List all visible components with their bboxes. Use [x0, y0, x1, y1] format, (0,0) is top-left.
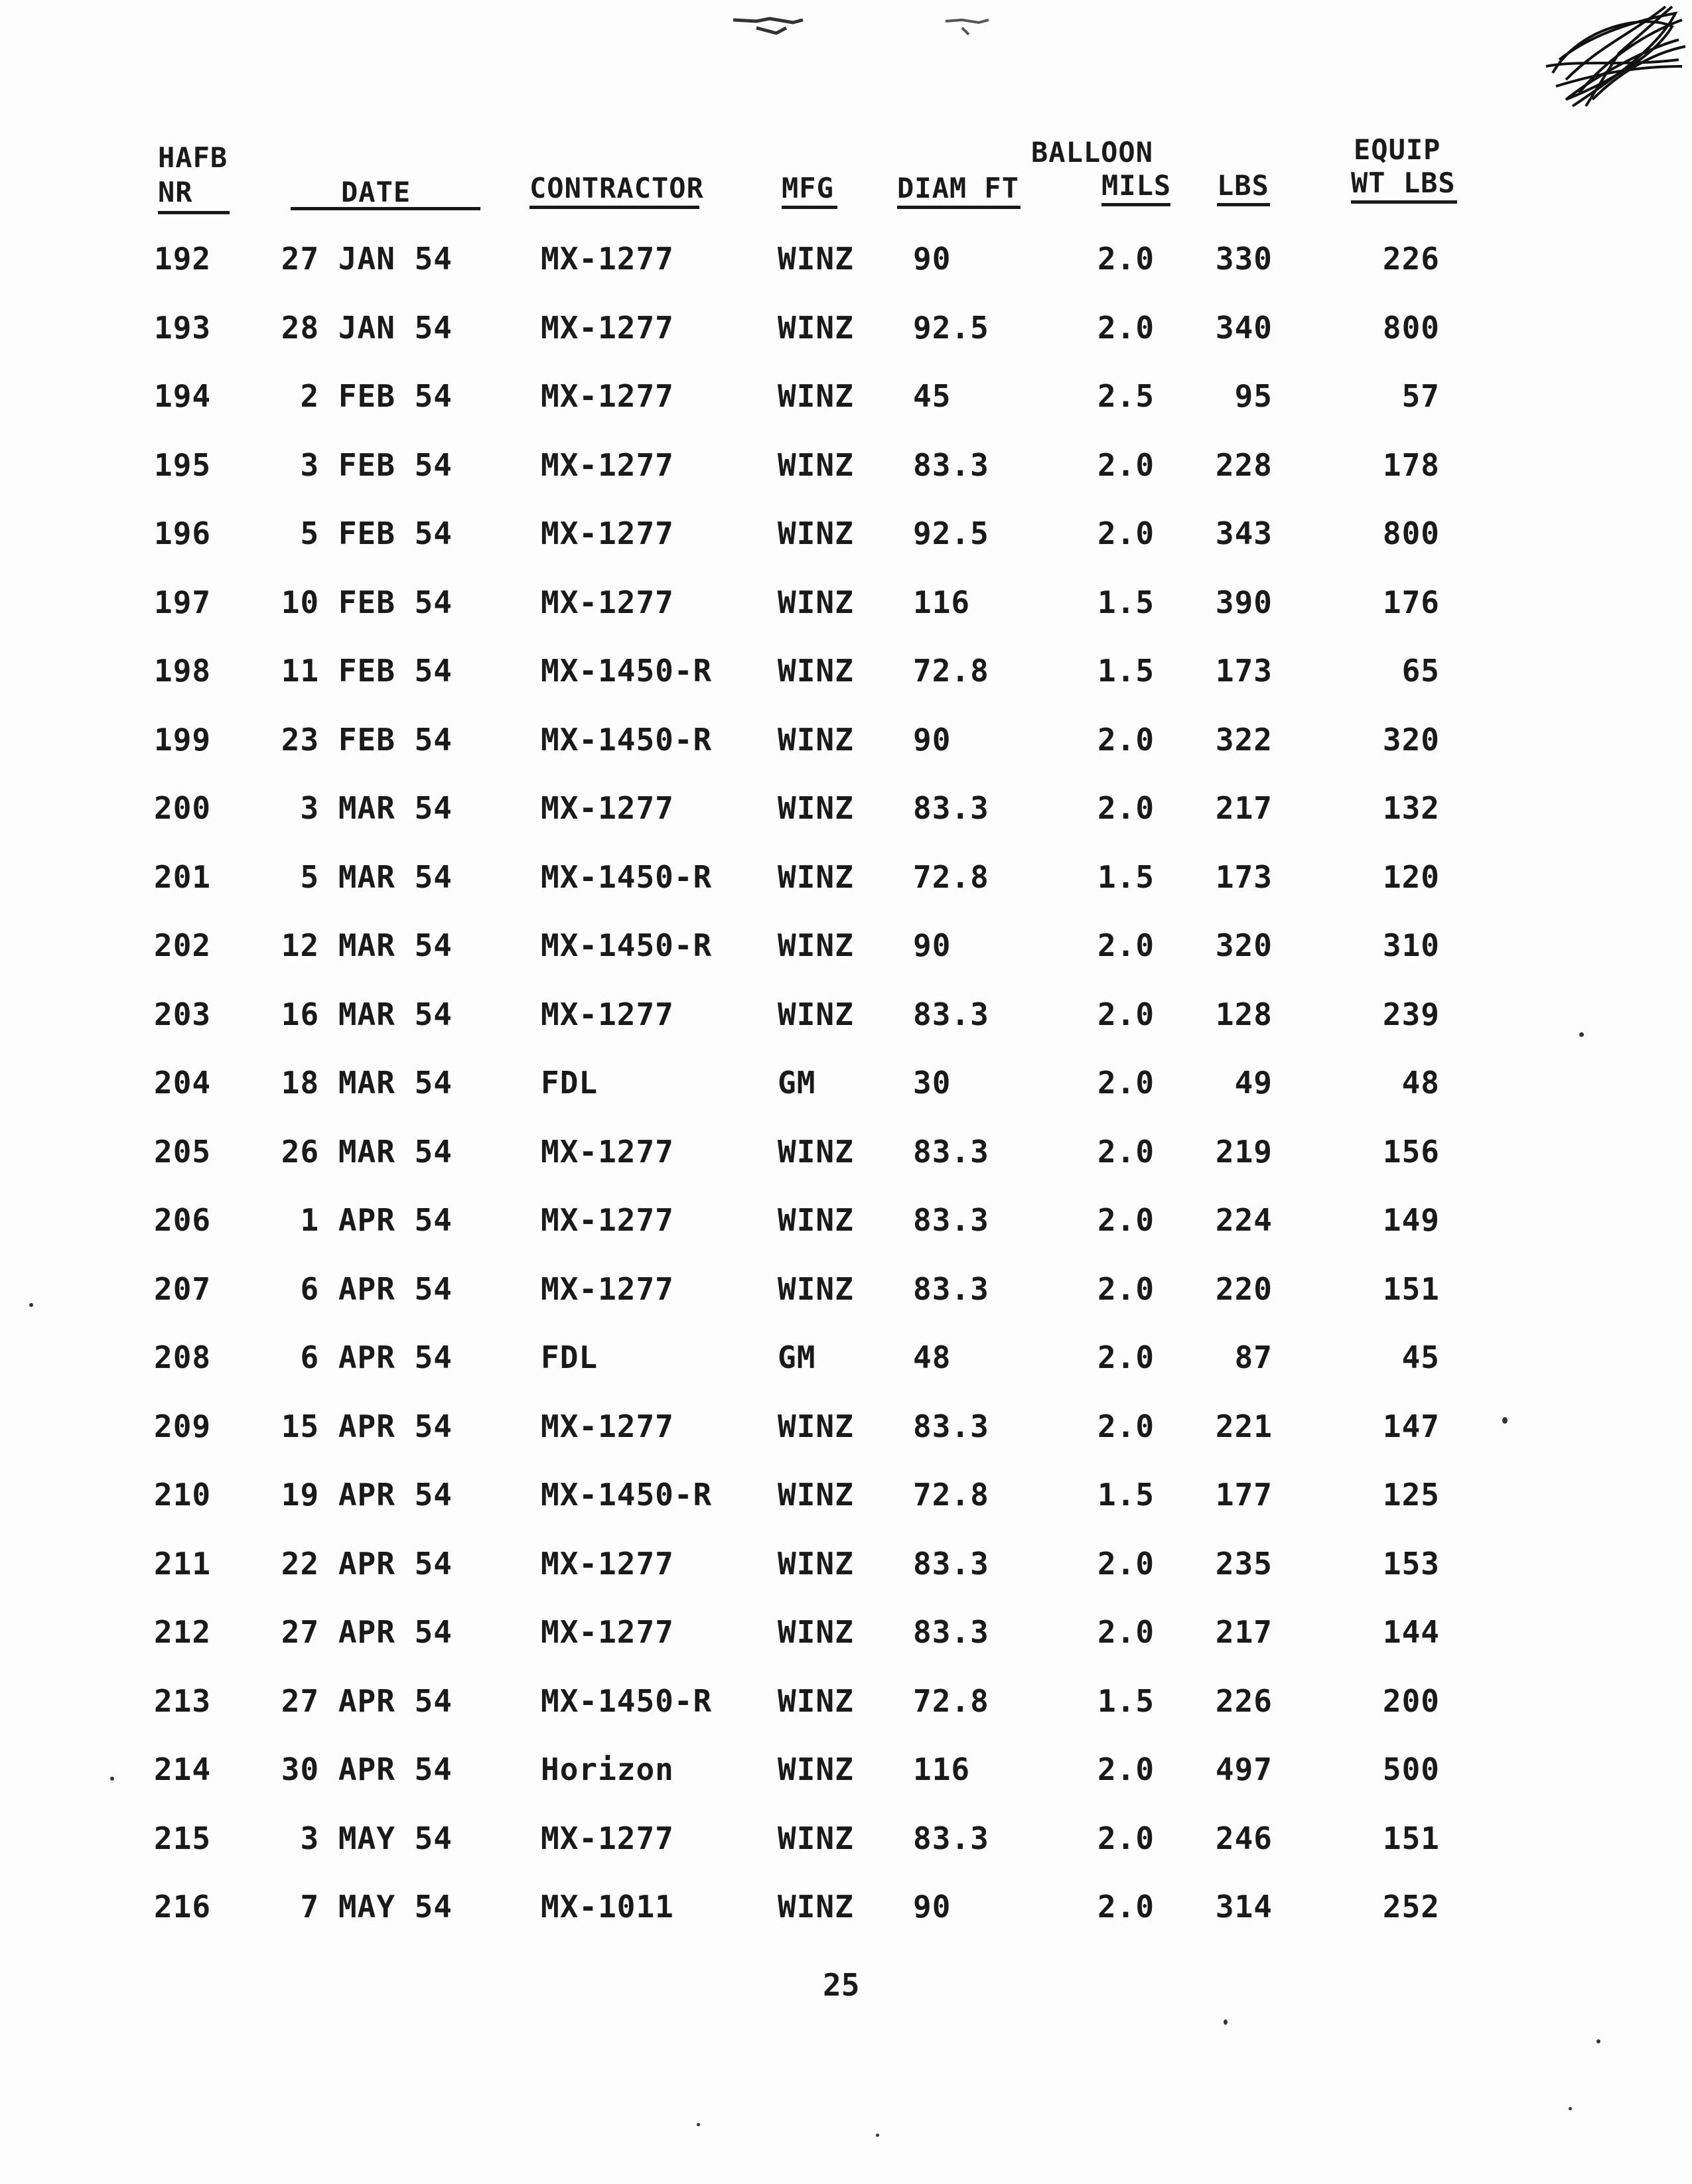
cell-mils: 2.0	[1097, 1134, 1155, 1170]
cell-lbs: 343	[1215, 515, 1273, 551]
cell-nr: 212	[154, 1614, 212, 1650]
cell-equip: 310	[1382, 927, 1440, 963]
cell-lbs: 217	[1215, 790, 1273, 826]
cell-mils: 1.5	[1097, 653, 1155, 689]
cell-nr: 215	[154, 1820, 212, 1856]
cell-diam: 116	[913, 584, 971, 620]
cell-nr: 213	[154, 1683, 212, 1719]
cell-equip: 153	[1382, 1546, 1440, 1582]
cell-diam: 72.8	[913, 859, 989, 895]
cell-mfg: WINZ	[778, 241, 854, 277]
cell-nr: 211	[154, 1546, 212, 1582]
cell-lbs: 217	[1215, 1614, 1273, 1650]
cell-equip: 226	[1382, 241, 1440, 277]
cell-equip: 125	[1382, 1477, 1440, 1513]
cell-date: 23 FEB 54	[281, 722, 453, 758]
header-underline	[1101, 203, 1170, 206]
cell-diam: 83.3	[913, 447, 989, 483]
cell-date: 3 FEB 54	[300, 447, 453, 483]
cell-equip: 147	[1382, 1408, 1440, 1444]
cell-equip: 151	[1382, 1271, 1440, 1307]
header-balloon: BALLOON	[1031, 136, 1154, 169]
cell-date: 15 APR 54	[281, 1408, 453, 1444]
header-mils: MILS	[1101, 169, 1172, 202]
cell-mils: 1.5	[1097, 584, 1155, 620]
scan-speck	[697, 2123, 700, 2126]
cell-date: 2 FEB 54	[300, 378, 453, 414]
cell-lbs: 235	[1215, 1546, 1273, 1582]
cell-lbs: 340	[1215, 310, 1273, 346]
cell-mils: 2.0	[1097, 927, 1155, 963]
cell-equip: 176	[1382, 584, 1440, 620]
cell-contractor: MX-1277	[541, 584, 674, 620]
cell-lbs: 95	[1234, 378, 1273, 414]
cell-contractor: MX-1277	[541, 1202, 674, 1238]
cell-mils: 1.5	[1097, 859, 1155, 895]
cell-mils: 2.0	[1097, 447, 1155, 483]
cell-contractor: MX-1277	[541, 1271, 674, 1307]
header-underline	[529, 206, 699, 209]
cell-mfg: WINZ	[778, 1683, 854, 1719]
cell-date: 5 MAR 54	[300, 859, 453, 895]
cell-contractor: MX-1277	[541, 1614, 674, 1650]
cell-mfg: WINZ	[778, 996, 854, 1032]
cell-lbs: 173	[1215, 653, 1273, 689]
cell-nr: 214	[154, 1751, 212, 1787]
cell-equip: 151	[1382, 1820, 1440, 1856]
cell-date: 7 MAY 54	[300, 1889, 453, 1925]
cell-diam: 72.8	[913, 653, 989, 689]
cell-diam: 83.3	[913, 1546, 989, 1582]
cell-mfg: WINZ	[778, 653, 854, 689]
header-underline	[1217, 203, 1270, 206]
cell-mils: 2.0	[1097, 1271, 1155, 1307]
cell-lbs: 49	[1234, 1065, 1273, 1101]
cell-equip: 178	[1382, 447, 1440, 483]
cell-diam: 83.3	[913, 1614, 989, 1650]
cell-diam: 83.3	[913, 1202, 989, 1238]
header-nr: NR	[158, 176, 193, 208]
cell-equip: 800	[1382, 310, 1440, 346]
cell-contractor: MX-1011	[541, 1889, 674, 1925]
header-diam: DIAM FT	[897, 172, 1020, 204]
cell-lbs: 177	[1215, 1477, 1273, 1513]
cell-contractor: MX-1450-R	[541, 1683, 713, 1719]
cell-date: 10 FEB 54	[281, 584, 453, 620]
cell-diam: 83.3	[913, 790, 989, 826]
cell-date: 18 MAR 54	[281, 1065, 453, 1101]
cell-diam: 90	[913, 1889, 952, 1925]
page-number: 25	[823, 1967, 860, 2003]
cell-equip: 120	[1382, 859, 1440, 895]
cell-contractor: MX-1277	[541, 378, 674, 414]
header-underline	[158, 211, 230, 214]
cell-mils: 2.0	[1097, 996, 1155, 1032]
cell-date: 12 MAR 54	[281, 927, 453, 963]
cell-lbs: 173	[1215, 859, 1273, 895]
cell-lbs: 330	[1215, 241, 1273, 277]
cell-mfg: GM	[778, 1065, 816, 1101]
scan-speck	[29, 1303, 33, 1307]
cell-equip: 156	[1382, 1134, 1440, 1170]
cell-mils: 1.5	[1097, 1683, 1155, 1719]
cell-mils: 2.0	[1097, 515, 1155, 551]
cell-equip: 144	[1382, 1614, 1440, 1650]
cell-mils: 2.0	[1097, 1339, 1155, 1375]
cell-mfg: WINZ	[778, 1408, 854, 1444]
cell-nr: 207	[154, 1271, 212, 1307]
cell-contractor: MX-1450-R	[541, 927, 713, 963]
cell-mfg: WINZ	[778, 1477, 854, 1513]
cell-mils: 1.5	[1097, 1477, 1155, 1513]
cell-mfg: WINZ	[778, 1820, 854, 1856]
cell-nr: 216	[154, 1889, 212, 1925]
cell-contractor: FDL	[541, 1065, 599, 1101]
cell-diam: 83.3	[913, 1408, 989, 1444]
cell-equip: 45	[1401, 1339, 1440, 1375]
cell-nr: 196	[154, 515, 212, 551]
cell-date: 27 APR 54	[281, 1683, 453, 1719]
cell-diam: 83.3	[913, 1271, 989, 1307]
cell-lbs: 226	[1215, 1683, 1273, 1719]
cell-mfg: WINZ	[778, 1889, 854, 1925]
cell-mils: 2.0	[1097, 310, 1155, 346]
cell-nr: 210	[154, 1477, 212, 1513]
cell-nr: 206	[154, 1202, 212, 1238]
cell-contractor: Horizon	[541, 1751, 674, 1787]
cell-equip: 57	[1401, 378, 1440, 414]
cell-lbs: 246	[1215, 1820, 1273, 1856]
cell-contractor: MX-1277	[541, 1408, 674, 1444]
cell-lbs: 322	[1215, 722, 1273, 758]
cell-mfg: WINZ	[778, 447, 854, 483]
cell-nr: 202	[154, 927, 212, 963]
cell-mfg: WINZ	[778, 859, 854, 895]
cell-date: 5 FEB 54	[300, 515, 453, 551]
cell-date: 3 MAR 54	[300, 790, 453, 826]
cell-lbs: 220	[1215, 1271, 1273, 1307]
cell-date: 28 JAN 54	[281, 310, 453, 346]
scan-speck	[1224, 2019, 1228, 2025]
cell-mils: 2.0	[1097, 790, 1155, 826]
header-equip: EQUIP	[1354, 133, 1441, 166]
cell-equip: 149	[1382, 1202, 1440, 1238]
cell-date: 1 APR 54	[300, 1202, 453, 1238]
scan-speck	[876, 2134, 879, 2137]
cell-equip: 239	[1382, 996, 1440, 1032]
cell-date: 16 MAR 54	[281, 996, 453, 1032]
cell-diam: 90	[913, 241, 952, 277]
cell-lbs: 390	[1215, 584, 1273, 620]
scribble-mark	[1539, 0, 1692, 113]
cell-lbs: 320	[1215, 927, 1273, 963]
cell-diam: 30	[913, 1065, 952, 1101]
cell-contractor: MX-1277	[541, 790, 674, 826]
cell-contractor: MX-1277	[541, 447, 674, 483]
cell-contractor: MX-1277	[541, 515, 674, 551]
cell-equip: 320	[1382, 722, 1440, 758]
cell-date: 19 APR 54	[281, 1477, 453, 1513]
header-mfg: MFG	[782, 172, 834, 204]
cell-mfg: WINZ	[778, 378, 854, 414]
cell-mfg: WINZ	[778, 1614, 854, 1650]
cell-diam: 90	[913, 927, 952, 963]
cell-nr: 201	[154, 859, 212, 895]
cell-contractor: MX-1277	[541, 241, 674, 277]
cell-diam: 83.3	[913, 1134, 989, 1170]
header-underline	[897, 206, 1021, 209]
cell-mfg: WINZ	[778, 1134, 854, 1170]
cell-contractor: MX-1277	[541, 996, 674, 1032]
cell-equip: 48	[1401, 1065, 1440, 1101]
scan-speck	[110, 1777, 114, 1781]
cell-lbs: 314	[1215, 1889, 1273, 1925]
cell-lbs: 219	[1215, 1134, 1273, 1170]
cell-mils: 2.0	[1097, 1820, 1155, 1856]
cell-nr: 195	[154, 447, 212, 483]
cell-lbs: 224	[1215, 1202, 1273, 1238]
scan-speck	[1596, 2039, 1600, 2043]
cell-contractor: MX-1450-R	[541, 1477, 713, 1513]
cell-nr: 194	[154, 378, 212, 414]
scan-speck	[1579, 1032, 1584, 1037]
cell-equip: 252	[1382, 1889, 1440, 1925]
cell-equip: 800	[1382, 515, 1440, 551]
cell-mils: 2.0	[1097, 1065, 1155, 1101]
cell-diam: 83.3	[913, 996, 989, 1032]
cell-mils: 2.0	[1097, 1408, 1155, 1444]
scan-speck	[1569, 2107, 1572, 2110]
cell-diam: 92.5	[913, 310, 989, 346]
header-contractor: CONTRACTOR	[529, 172, 704, 204]
cell-diam: 72.8	[913, 1477, 989, 1513]
cell-contractor: FDL	[541, 1339, 599, 1375]
cell-diam: 45	[913, 378, 952, 414]
cell-mils: 2.0	[1097, 1889, 1155, 1925]
cell-mils: 2.0	[1097, 1614, 1155, 1650]
cell-date: 30 APR 54	[281, 1751, 453, 1787]
cell-mfg: WINZ	[778, 790, 854, 826]
header-underline	[1351, 200, 1457, 204]
punch-mark	[730, 13, 810, 40]
cell-lbs: 497	[1215, 1751, 1273, 1787]
header-lbs: LBS	[1217, 169, 1269, 202]
cell-nr: 192	[154, 241, 212, 277]
cell-mfg: WINZ	[778, 1546, 854, 1582]
cell-date: 6 APR 54	[300, 1271, 453, 1307]
header-wt-lbs: WT LBS	[1351, 167, 1456, 199]
cell-lbs: 221	[1215, 1408, 1273, 1444]
header-hafb: HAFB	[158, 141, 228, 174]
cell-date: 11 FEB 54	[281, 653, 453, 689]
cell-lbs: 228	[1215, 447, 1273, 483]
cell-contractor: MX-1277	[541, 1134, 674, 1170]
cell-nr: 199	[154, 722, 212, 758]
cell-diam: 92.5	[913, 515, 989, 551]
cell-contractor: MX-1450-R	[541, 859, 713, 895]
cell-nr: 200	[154, 790, 212, 826]
cell-mils: 2.0	[1097, 1546, 1155, 1582]
cell-mfg: WINZ	[778, 515, 854, 551]
cell-nr: 204	[154, 1065, 212, 1101]
cell-nr: 198	[154, 653, 212, 689]
scan-speck	[1502, 1417, 1508, 1424]
cell-equip: 200	[1382, 1683, 1440, 1719]
cell-diam: 83.3	[913, 1820, 989, 1856]
cell-diam: 116	[913, 1751, 971, 1787]
cell-equip: 65	[1401, 653, 1440, 689]
cell-contractor: MX-1277	[541, 1820, 674, 1856]
cell-diam: 72.8	[913, 1683, 989, 1719]
cell-mils: 2.0	[1097, 722, 1155, 758]
cell-contractor: MX-1450-R	[541, 653, 713, 689]
cell-mfg: GM	[778, 1339, 816, 1375]
cell-contractor: MX-1450-R	[541, 722, 713, 758]
cell-equip: 132	[1382, 790, 1440, 826]
cell-nr: 208	[154, 1339, 212, 1375]
cell-mfg: WINZ	[778, 584, 854, 620]
cell-equip: 500	[1382, 1751, 1440, 1787]
cell-date: 22 APR 54	[281, 1546, 453, 1582]
cell-nr: 193	[154, 310, 212, 346]
cell-diam: 48	[913, 1339, 952, 1375]
cell-nr: 203	[154, 996, 212, 1032]
cell-mfg: WINZ	[778, 927, 854, 963]
cell-date: 3 MAY 54	[300, 1820, 453, 1856]
cell-lbs: 128	[1215, 996, 1273, 1032]
cell-date: 26 MAR 54	[281, 1134, 453, 1170]
punch-mark	[942, 13, 995, 40]
header-date: DATE	[341, 176, 411, 208]
cell-mfg: WINZ	[778, 1751, 854, 1787]
header-underline	[291, 207, 480, 210]
cell-mils: 2.0	[1097, 241, 1155, 277]
cell-nr: 197	[154, 584, 212, 620]
cell-mfg: WINZ	[778, 722, 854, 758]
cell-mils: 2.5	[1097, 378, 1155, 414]
cell-nr: 205	[154, 1134, 212, 1170]
cell-nr: 209	[154, 1408, 212, 1444]
cell-mils: 2.0	[1097, 1202, 1155, 1238]
cell-date: 27 APR 54	[281, 1614, 453, 1650]
cell-date: 27 JAN 54	[281, 241, 453, 277]
cell-mfg: WINZ	[778, 1202, 854, 1238]
cell-contractor: MX-1277	[541, 1546, 674, 1582]
cell-mils: 2.0	[1097, 1751, 1155, 1787]
cell-diam: 90	[913, 722, 952, 758]
header-underline	[782, 206, 837, 209]
cell-mfg: WINZ	[778, 1271, 854, 1307]
cell-contractor: MX-1277	[541, 310, 674, 346]
cell-date: 6 APR 54	[300, 1339, 453, 1375]
cell-mfg: WINZ	[778, 310, 854, 346]
cell-lbs: 87	[1234, 1339, 1273, 1375]
